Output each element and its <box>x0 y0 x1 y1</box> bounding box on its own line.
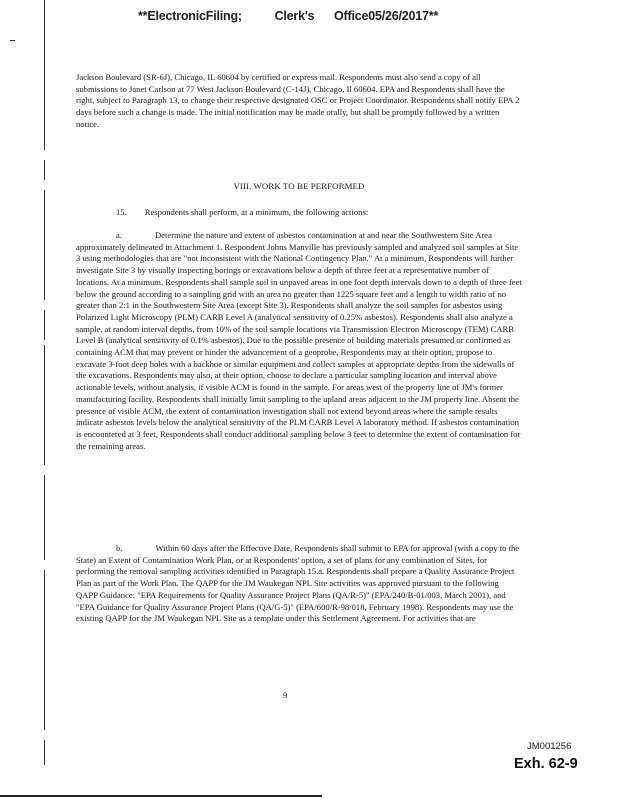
electronic-filing-stamp: **ElectronicFiling; Clerk's Office05/26/2017** <box>138 9 439 23</box>
left-margin-line <box>44 0 46 800</box>
paragraph-15 <box>76 207 522 219</box>
subparagraph-label: b. <box>116 543 123 553</box>
footer-rule <box>0 795 322 797</box>
paragraph-15-text: Respondents shall perform, at a minimum, the following actions: <box>144 207 369 217</box>
paragraph-15a <box>76 230 522 452</box>
paragraph-number: 15. <box>116 207 127 217</box>
section-heading: VIII. WORK TO BE PERFORMED <box>233 181 365 191</box>
bates-number: JM001256 <box>527 741 572 752</box>
paragraph-15a-text: Determine the nature and extent of asbestos contamination at and near the Southwestern Site Area approximately delineated in Attachment 1. Respondent Johns Manville has previously sampled and analyzed soil samples at Site 3 using methodologies that are "not inconsistent with the National Contingency Plan." At a minimum, Respondents will further investigate Site 3 by visually inspecting borings or excavations below a depth of three feet at a representative number of locations. At a minimum, Respondents shall sample soil in unpaved areas in one foot depth intervals down to a depth of three feet below the ground according to a sampling grid with an area no greater than 1225 square feet and a length to width ratio of no greater than 2:1 in the Southwestern Site Area (except Site 3). Respondents shall analyze the soil samples for asbestos using Polarized Light Microscopy (PLM) CARB Level A (analytical sensitivity of 0.25% asbestos). Respondents shall also analyze a sample, at random interval depths, from 10% of the soil sample locations via Transmission Electron Microscopy (TEM) CARB Level B (analytical sensitivity of 0.1% asbestos). Due to the possible presence of building materials presumed or confirmed as containing ACM that may prevent or hinder the advancement of a geoprobe, Respondents may at their option, propose to excavate 3-foot deep holes with a backhoe or similar equipment and collect samples at appropriate depths from the sidewalls of the excavations. Respondents may also, at their option, choose to declare a particular sampling location and interval above actionable levels, without analysis, if visible ACM is found in the sample. For areas west of the property line of JM's former manufacturing facility, Respondents shall initially limit sampling to the upland areas adjacent to the JM property line. Absent the presence of visible ACM, the extent of contamination investigation shall not extend beyond areas where the sample results indicate asbestos levels below the analytical sensitivity of the PLM CARB Level A laboratory method. If asbestos contamination is encountered at 3 feet, Respondents shall conduct additional sampling below 3 feet to determine the extent of contamination for the remaining areas. <box>76 230 522 451</box>
paragraph-15b-text: Within 60 days after the Effective Date, Respondents shall submit to EPA for approval (with a copy to the State) an Extent of Contamination Work Plan, or at Respondents' option, a set of plans for any combination of Sites, for performing the removal sampling activities identified in Paragraph 15.a. Respondents shall prepare a Quality Assurance Project Plan as part of the Work Plan. The QAPP for the JM Waukegan NPL Site activities was approved pursuant to the following QAPP Guidance: "EPA Requirements for Quality Assurance Project Plans (QA/R-5)" (EPA/240/B-01/003, March 2001), and "EPA Guidance for Quality Assurance Project Plans (QA/G-5)" (EPA/600/R-98/018, February 1998). Respondents may use the existing QAPP for the JM Waukegan NPL Site as a template under this Settlement Agreement. For activities that are <box>76 543 520 624</box>
exhibit-label: Exh. 62-9 <box>514 756 578 772</box>
margin-tick <box>10 40 15 41</box>
subparagraph-label: a. <box>116 230 122 240</box>
paragraph-15b <box>76 543 522 625</box>
page-number: 9 <box>283 690 288 700</box>
paragraph-notice: Jackson Boulevard (SR-6J), Chicago, IL 60604 by certified or express mail. Respondents must also send a copy of all submissions to Janet Carlson at 77 West Jackson Boulevard (C-14J), Chicago, Il 60604. EPA and Respondents shall have the right, subject to Paragraph 13, to change their respective designated OSC or Project Coordinator. Respondents shall notify EPA 2 days before such a change is made. The initial notification may be made orally, but shall be promptly followed by a written notice. <box>76 72 520 129</box>
